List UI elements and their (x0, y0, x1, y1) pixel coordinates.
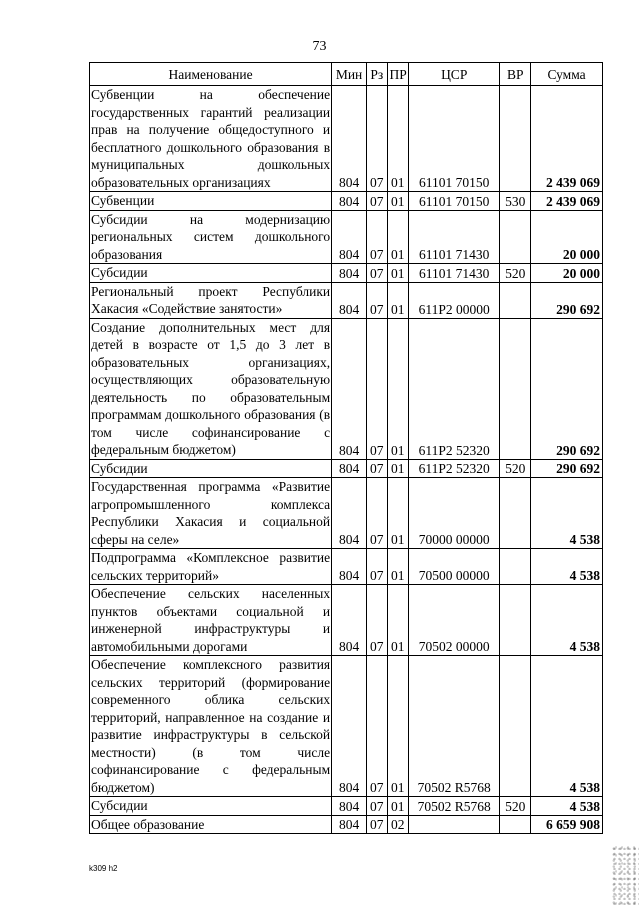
row-rz: 07 (367, 86, 388, 192)
row-pr: 01 (387, 585, 409, 656)
row-csr: 70500 00000 (409, 549, 500, 585)
table-row (90, 478, 603, 549)
row-vr (500, 478, 531, 549)
header-min: Мин (332, 63, 367, 86)
row-csr: 611P2 52320 (409, 318, 500, 459)
page-number: 73 (312, 39, 327, 54)
row-vr (500, 656, 531, 797)
row-name: Субсидии (90, 797, 332, 816)
row-sum: 290 692 (531, 318, 603, 459)
row-rz: 07 (367, 264, 388, 283)
row-rz: 07 (367, 318, 388, 459)
row-rz: 07 (367, 282, 388, 318)
header-sum: Сумма (531, 63, 603, 86)
row-min: 804 (332, 797, 367, 816)
table-row (90, 264, 603, 283)
row-pr: 01 (387, 459, 409, 478)
budget-table (89, 62, 603, 834)
row-pr: 01 (387, 192, 409, 211)
row-name: Субвенции (90, 192, 332, 211)
row-vr (500, 585, 531, 656)
header-csr: ЦСР (409, 63, 500, 86)
header-vr: ВР (500, 63, 531, 86)
row-sum: 2 439 069 (531, 192, 603, 211)
row-min: 804 (332, 86, 367, 192)
row-rz: 07 (367, 797, 388, 816)
row-csr: 611P2 00000 (409, 282, 500, 318)
row-sum: 20 000 (531, 210, 603, 264)
row-sum: 290 692 (531, 282, 603, 318)
row-vr: 520 (500, 797, 531, 816)
row-csr: 61101 71430 (409, 210, 500, 264)
row-rz: 07 (367, 656, 388, 797)
row-pr: 01 (387, 549, 409, 585)
table-row (90, 318, 603, 459)
row-pr: 01 (387, 282, 409, 318)
row-rz: 07 (367, 815, 388, 834)
row-vr (500, 318, 531, 459)
row-sum: 290 692 (531, 459, 603, 478)
row-pr: 01 (387, 318, 409, 459)
row-min: 804 (332, 478, 367, 549)
row-min: 804 (332, 549, 367, 585)
row-csr: 61101 71430 (409, 264, 500, 283)
table-row (90, 282, 603, 318)
row-csr: 61101 70150 (409, 192, 500, 211)
row-csr: 611P2 52320 (409, 459, 500, 478)
table-row (90, 459, 603, 478)
row-min: 804 (332, 656, 367, 797)
row-vr (500, 86, 531, 192)
row-name: Субсидии (90, 264, 332, 283)
row-min: 804 (332, 318, 367, 459)
row-vr: 520 (500, 264, 531, 283)
row-sum: 4 538 (531, 797, 603, 816)
row-csr: 70502 R5768 (409, 656, 500, 797)
scan-noise (611, 845, 639, 905)
table-row (90, 192, 603, 211)
row-vr: 520 (500, 459, 531, 478)
row-name: Общее образование (90, 815, 332, 834)
row-pr: 01 (387, 210, 409, 264)
row-csr: 61101 70150 (409, 86, 500, 192)
row-min: 804 (332, 192, 367, 211)
row-vr (500, 549, 531, 585)
table-row (90, 797, 603, 816)
header-name: Наименование (90, 63, 332, 86)
row-pr: 02 (387, 815, 409, 834)
row-min: 804 (332, 210, 367, 264)
row-name: Региональный проект Республики Хакасия «Содействие занятости» (91, 283, 331, 316)
row-sum: 6 659 908 (531, 815, 603, 834)
row-min: 804 (332, 282, 367, 318)
row-vr (500, 210, 531, 264)
row-name: Субсидии (90, 459, 332, 478)
row-rz: 07 (367, 549, 388, 585)
table-row (90, 585, 603, 656)
row-csr (409, 815, 500, 834)
row-vr: 530 (500, 192, 531, 211)
table-row (90, 210, 603, 264)
row-sum: 4 538 (531, 656, 603, 797)
row-min: 804 (332, 585, 367, 656)
row-csr: 70502 00000 (409, 585, 500, 656)
row-sum: 4 538 (531, 585, 603, 656)
row-rz: 07 (367, 192, 388, 211)
row-min: 804 (332, 264, 367, 283)
row-pr: 01 (387, 797, 409, 816)
table-header-row (90, 63, 603, 86)
row-sum: 4 538 (531, 549, 603, 585)
row-sum: 2 439 069 (531, 86, 603, 192)
row-pr: 01 (387, 656, 409, 797)
table-row (90, 86, 603, 192)
row-name: Создание дополнительных мест для детей в возрасте от 1,5 до 3 лет в образовательных организациях, осуществляющих образовательную деятельность по образовательным программам дошкольного образования (в том числе софинансирование с федеральным бюджетом) (91, 319, 331, 457)
row-name: Субвенции на обеспечение государственных гарантий реализации прав на получение общедоступного и бесплатного дошкольного образования в муниципальных дошкольных образовательных организациях (91, 87, 331, 190)
row-min: 804 (332, 815, 367, 834)
row-sum: 4 538 (531, 478, 603, 549)
row-vr (500, 815, 531, 834)
header-rz: Рз (367, 63, 388, 86)
row-csr: 70502 R5768 (409, 797, 500, 816)
table-row (90, 549, 603, 585)
row-name: Субсидии на модернизацию региональных систем дошкольного образования (91, 211, 331, 262)
row-sum: 20 000 (531, 264, 603, 283)
row-name: Обеспечение сельских населенных пунктов объектами социальной и инженерной инфраструктуры и автомобильными дорогами (91, 586, 331, 654)
row-rz: 07 (367, 478, 388, 549)
table-row (90, 656, 603, 797)
row-rz: 07 (367, 210, 388, 264)
row-name: Государственная программа «Развитие агропромышленного комплекса Республики Хакасия и социальной сферы на селе» (91, 479, 331, 547)
row-rz: 07 (367, 585, 388, 656)
row-name: Подпрограмма «Комплексное развитие сельских территорий» (91, 550, 331, 583)
header-pr: ПР (387, 63, 409, 86)
row-name: Обеспечение комплексного развития сельских территорий (формирование современного облика сельских территорий, направленное на создание и развитие инфраструктуры в сельской местности) (в том числе софинансирование с федеральным бюджетом) (91, 657, 331, 795)
row-pr: 01 (387, 86, 409, 192)
row-pr: 01 (387, 264, 409, 283)
row-pr: 01 (387, 478, 409, 549)
table-row (90, 815, 603, 834)
footer-code: k309 h2 (89, 864, 118, 873)
row-rz: 07 (367, 459, 388, 478)
row-vr (500, 282, 531, 318)
row-csr: 70000 00000 (409, 478, 500, 549)
row-min: 804 (332, 459, 367, 478)
